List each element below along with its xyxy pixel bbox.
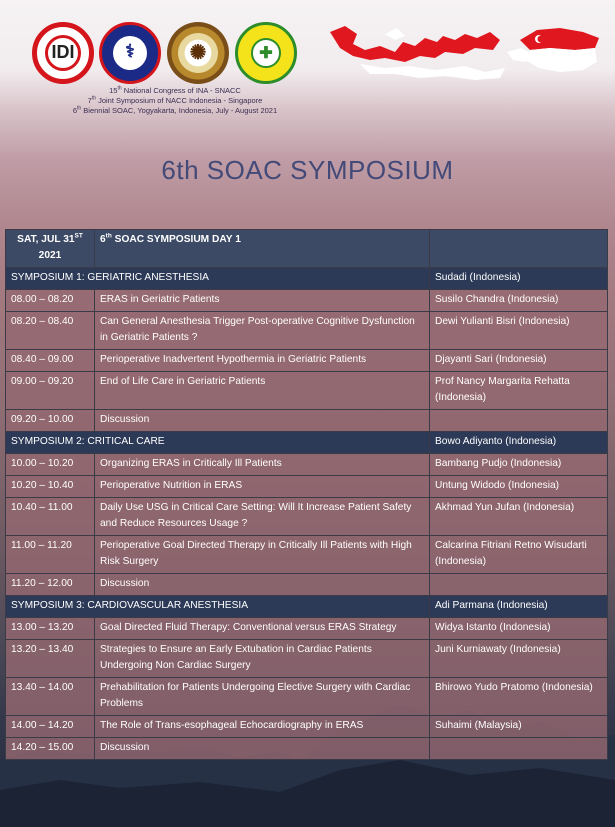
table-row — [6, 536, 608, 574]
topic-cell: Goal Directed Fluid Therapy: Conventional versus ERAS Strategy — [95, 618, 430, 640]
event-line-2: 7th Joint Symposium of NACC Indonesia - Singapore — [87, 95, 263, 105]
idi-logo — [32, 22, 94, 84]
schedule-table — [5, 229, 608, 760]
table-row — [6, 678, 608, 716]
topic-cell: Perioperative Goal Directed Therapy in Critically Ill Patients with High Risk Surgery — [95, 536, 430, 574]
topic-cell: Discussion — [95, 574, 430, 596]
symposium-header-row — [6, 432, 608, 454]
speaker-cell: Akhmad Yun Jufan (Indonesia) — [430, 498, 608, 536]
table-row — [6, 574, 608, 596]
topic-cell: End of Life Care in Geriatric Patients — [95, 372, 430, 410]
topic-cell: Strategies to Ensure an Early Extubation in Cardiac Patients Undergoing Non Cardiac Surgery — [95, 640, 430, 678]
table-row — [6, 738, 608, 760]
time-cell: 13.00 – 13.20 — [6, 618, 95, 640]
event-description — [30, 86, 320, 116]
symposium-header-row — [6, 268, 608, 290]
table-header-row — [6, 230, 608, 268]
table-row — [6, 476, 608, 498]
symposium-moderator: Sudadi (Indonesia) — [430, 268, 608, 290]
symposium-title: SYMPOSIUM 2: CRITICAL CARE — [6, 432, 430, 454]
ina-snacc-logo — [99, 22, 161, 84]
day-title-cell: 6th SOAC SYMPOSIUM DAY 1 — [95, 230, 430, 268]
time-cell: 10.00 – 10.20 — [6, 454, 95, 476]
topic-cell: Perioperative Inadvertent Hypothermia in Geriatric Patients — [95, 350, 430, 372]
table-row — [6, 454, 608, 476]
table-row — [6, 350, 608, 372]
table-row — [6, 312, 608, 350]
topic-cell: The Role of Trans-esophageal Echocardiography in ERAS — [95, 716, 430, 738]
speaker-cell: Juni Kurniawaty (Indonesia) — [430, 640, 608, 678]
event-line-1: 15th National Congress of INA - SNACC — [109, 85, 241, 95]
speaker-cell: Widya Istanto (Indonesia) — [430, 618, 608, 640]
header-blank-cell — [430, 230, 608, 268]
speaker-cell: Dewi Yulianti Bisri (Indonesia) — [430, 312, 608, 350]
soac-logo — [235, 22, 297, 84]
table-row — [6, 618, 608, 640]
gadjah-mada-logo — [167, 22, 229, 84]
time-cell: 08.40 – 09.00 — [6, 350, 95, 372]
table-row — [6, 498, 608, 536]
speaker-cell: Bhirowo Yudo Pratomo (Indonesia) — [430, 678, 608, 716]
speaker-cell: Untung Widodo (Indonesia) — [430, 476, 608, 498]
table-row — [6, 290, 608, 312]
symposium-title: SYMPOSIUM 1: GERIATRIC ANESTHESIA — [6, 268, 430, 290]
page-title: 6th SOAC SYMPOSIUM — [161, 155, 454, 185]
speaker-cell: Bambang Pudjo (Indonesia) — [430, 454, 608, 476]
topic-cell: Organizing ERAS in Critically Ill Patients — [95, 454, 430, 476]
table-row — [6, 372, 608, 410]
speaker-cell — [430, 410, 608, 432]
table-row — [6, 410, 608, 432]
event-line-3: 6th Biennial SOAC, Yogyakarta, Indonesia, July - August 2021 — [72, 105, 278, 115]
time-cell: 10.40 – 11.00 — [6, 498, 95, 536]
medical-cross-icon: ✚ — [259, 45, 273, 62]
emblem-icon: ✺ — [189, 42, 207, 64]
flag-maps-graphic — [325, 12, 605, 92]
symposium-moderator: Bowo Adiyanto (Indonesia) — [430, 432, 608, 454]
topic-cell: Daily Use USG in Critical Care Setting: Will It Increase Patient Safety and Reduce Resources Usage ? — [95, 498, 430, 536]
speaker-cell: Calcarina Fitriani Retno Wisudarti (Indonesia) — [430, 536, 608, 574]
time-cell: 09.00 – 09.20 — [6, 372, 95, 410]
time-cell: 08.00 – 08.20 — [6, 290, 95, 312]
topic-cell: Discussion — [95, 410, 430, 432]
topic-cell: Perioperative Nutrition in ERAS — [95, 476, 430, 498]
idi-logo-mark: IDI — [51, 42, 75, 62]
time-cell: 09.20 – 10.00 — [6, 410, 95, 432]
table-row — [6, 716, 608, 738]
time-cell: 14.20 – 15.00 — [6, 738, 95, 760]
caduceus-icon: ⚕ — [125, 41, 135, 61]
singapore-map-icon — [520, 28, 599, 72]
table-row — [6, 640, 608, 678]
date-cell: SAT, JUL 31ST 2021 — [6, 230, 95, 268]
topic-cell: Discussion — [95, 738, 430, 760]
speaker-cell: Prof Nancy Margarita Rehatta (Indonesia) — [430, 372, 608, 410]
time-cell: 08.20 – 08.40 — [6, 312, 95, 350]
indonesia-map-icon — [330, 26, 533, 80]
time-cell: 13.40 – 14.00 — [6, 678, 95, 716]
speaker-cell: Susilo Chandra (Indonesia) — [430, 290, 608, 312]
speaker-cell — [430, 574, 608, 596]
symposium-title: SYMPOSIUM 3: CARDIOVASCULAR ANESTHESIA — [6, 596, 430, 618]
speaker-cell: Djayanti Sari (Indonesia) — [430, 350, 608, 372]
symposium-moderator: Adi Parmana (Indonesia) — [430, 596, 608, 618]
speaker-cell: Suhaimi (Malaysia) — [430, 716, 608, 738]
event-header — [0, 0, 615, 130]
time-cell: 11.00 – 11.20 — [6, 536, 95, 574]
time-cell: 11.20 – 12.00 — [6, 574, 95, 596]
time-cell: 13.20 – 13.40 — [6, 640, 95, 678]
time-cell: 10.20 – 10.40 — [6, 476, 95, 498]
topic-cell: ERAS in Geriatric Patients — [95, 290, 430, 312]
topic-cell: Prehabilitation for Patients Undergoing Elective Surgery with Cardiac Problems — [95, 678, 430, 716]
time-cell: 14.00 – 14.20 — [6, 716, 95, 738]
topic-cell: Can General Anesthesia Trigger Post-operative Cognitive Dysfunction in Geriatric Patients ? — [95, 312, 430, 350]
speaker-cell — [430, 738, 608, 760]
symposium-header-row — [6, 596, 608, 618]
